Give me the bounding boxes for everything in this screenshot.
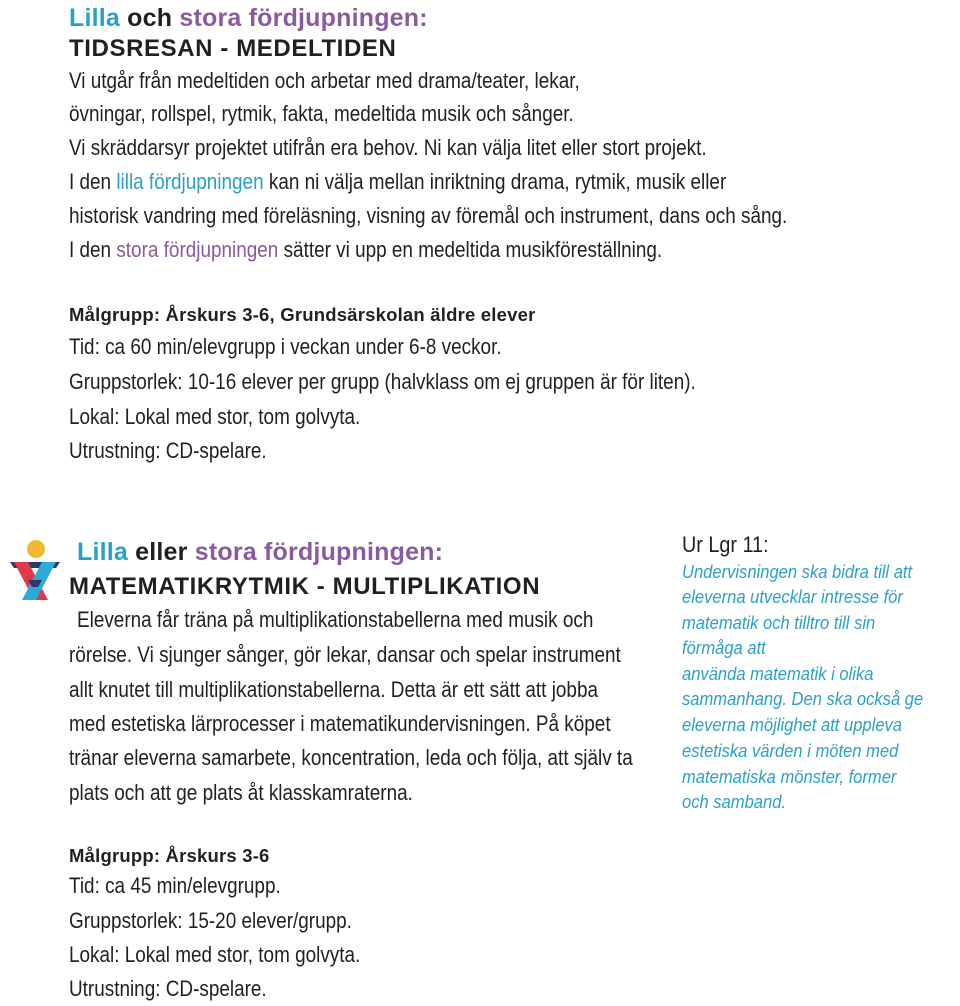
- section1-kicker: [69, 4, 428, 33]
- kicker-lilla: Lilla: [69, 4, 121, 32]
- section1-meta-equipment: Utrustning: CD-spelare.: [69, 438, 267, 463]
- stora-post: sätter vi upp en medeltida musikföreställning.: [278, 237, 663, 262]
- section2-line-6: plats och att ge plats åt klasskamraterna.: [69, 780, 413, 805]
- section2-meta-room: Lokal: Lokal med stor, tom golvyta.: [69, 942, 361, 967]
- section1-target: Målgrupp: Årskurs 3-6, Grundsärskolan äldre elever: [69, 304, 536, 325]
- quote-line-7: eleverna möjlighet att uppleva: [682, 715, 903, 735]
- kicker-och: och: [120, 4, 180, 32]
- stora-pre: I den: [69, 237, 117, 262]
- quote-line-1: Undervisningen ska bidra till att: [682, 562, 913, 582]
- quote-line-4: förmåga att: [682, 638, 766, 658]
- section2-title: MATEMATIKRYTMIK - MULTIPLIKATION: [69, 573, 541, 600]
- section1-line-2: övningar, rollspel, rytmik, fakta, medeltida musik och sånger.: [69, 101, 574, 126]
- section2-line-2: rörelse. Vi sjunger sånger, gör lekar, dansar och spelar instrument: [69, 642, 621, 667]
- section2-line-4: med estetiska lärprocesser i matematikundervisningen. På köpet: [69, 711, 611, 736]
- quote-line-3: matematik och tilltro till sin: [682, 613, 876, 633]
- lilla-highlight: lilla fördjupningen: [116, 169, 264, 194]
- section1-line-1: Vi utgår från medeltiden och arbetar med drama/teater, lekar,: [69, 68, 580, 93]
- figure-logo-icon: [8, 540, 62, 602]
- quote-heading: Ur Lgr 11:: [682, 532, 769, 557]
- section2-meta-equipment: Utrustning: CD-spelare.: [69, 976, 267, 1001]
- section1-line-5: historisk vandring med föreläsning, visning av föremål och instrument, dans och sång.: [69, 203, 788, 228]
- kicker2-eller: eller: [128, 538, 195, 566]
- kicker2-lilla: Lilla: [77, 538, 129, 566]
- section2-target: Målgrupp: Årskurs 3-6: [69, 845, 270, 866]
- section1-lilla-line: [69, 169, 726, 195]
- quote-line-10: och samband.: [682, 792, 787, 812]
- section2-kicker: [77, 538, 443, 567]
- section2-line-3: allt knutet till multiplikationstabellerna. Detta är ett sätt att jobba: [69, 677, 598, 702]
- section2-line-1: Eleverna får träna på multiplikationstabellerna med musik och: [77, 607, 594, 632]
- lilla-post: kan ni välja mellan inriktning drama, rytmik, musik eller: [263, 169, 727, 194]
- section1-meta-room: Lokal: Lokal med stor, tom golvyta.: [69, 404, 361, 429]
- quote-line-9: matematiska mönster, former: [682, 767, 897, 787]
- stora-highlight: stora fördjupningen: [116, 237, 279, 262]
- kicker-stora: stora fördjupningen:: [179, 4, 428, 32]
- section2-line-5: tränar eleverna samarbete, koncentration, leda och följa, att själv ta: [69, 745, 633, 770]
- section1-stora-line: [69, 237, 662, 263]
- kicker2-stora: stora fördjupningen:: [194, 538, 444, 566]
- section1-line-3: Vi skräddarsyr projektet utifrån era behov. Ni kan välja litet eller stort projekt.: [69, 135, 707, 160]
- section2-meta-time: Tid: ca 45 min/elevgrupp.: [69, 873, 281, 898]
- section2-meta-size: Gruppstorlek: 15-20 elever/grupp.: [69, 908, 352, 933]
- lilla-pre: I den: [69, 169, 117, 194]
- section1-meta-time: Tid: ca 60 min/elevgrupp i veckan under 6-8 veckor.: [69, 334, 502, 359]
- quote-line-2: eleverna utvecklar intresse för: [682, 587, 903, 607]
- quote-line-8: estetiska värden i möten med: [682, 741, 899, 761]
- quote-line-6: sammanhang. Den ska också ge: [682, 689, 924, 709]
- quote-line-5: använda matematik i olika: [682, 664, 874, 684]
- section1-meta-size: Gruppstorlek: 10-16 elever per grupp (halvklass om ej gruppen är för liten).: [69, 369, 696, 394]
- section1-title: TIDSRESAN - MEDELTIDEN: [69, 35, 397, 62]
